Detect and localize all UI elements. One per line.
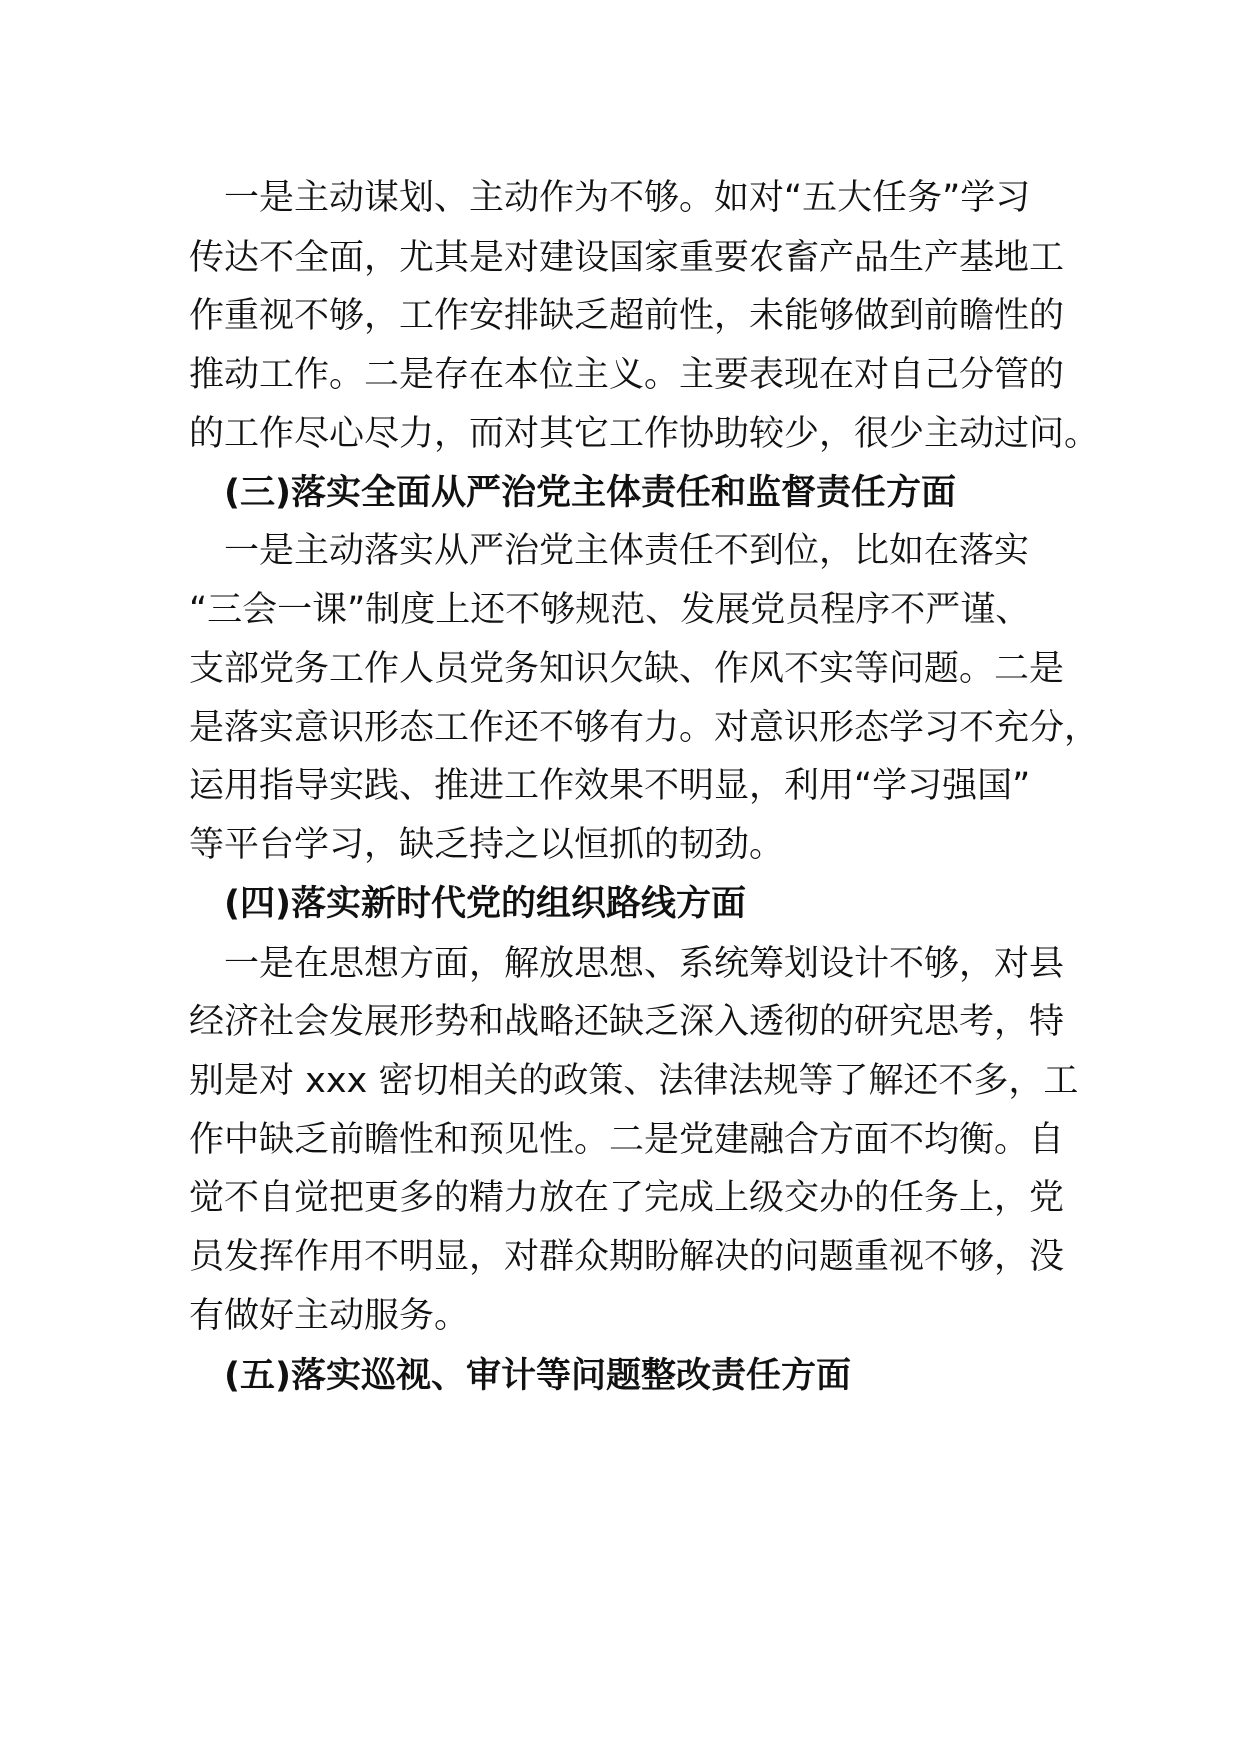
section-heading-4: (四)落实新时代党的组织路线方面 bbox=[189, 884, 746, 924]
paragraph-line: 作中缺乏前瞻性和预见性。二是党建融合方面不均衡。自 bbox=[189, 1120, 1065, 1160]
paragraph-line: 传达不全面，尤其是对建设国家重要农畜产品生产基地工 bbox=[189, 238, 1065, 278]
paragraph-line: 的工作尽心尽力，而对其它工作协助较少，很少主动过问。 bbox=[189, 414, 1100, 454]
paragraph-line: 作重视不够，工作安排缺乏超前性，未能够做到前瞻性的 bbox=[189, 296, 1065, 336]
paragraph-line: 运用指导实践、推进工作效果不明显，利用“学习强国” bbox=[189, 766, 1031, 806]
paragraph-line: 别是对 xxx 密切相关的政策、法律法规等了解还不多，工 bbox=[189, 1061, 1079, 1101]
section-heading-5: (五)落实巡视、审计等问题整改责任方面 bbox=[189, 1356, 851, 1396]
paragraph-line: 一是主动落实从严治党主体责任不到位，比如在落实 bbox=[189, 531, 1030, 571]
paragraph-line: “三会一课”制度上还不够规范、发展党员程序不严谨、 bbox=[189, 590, 1031, 630]
paragraph-line: 等平台学习，缺乏持之以恒抓的韧劲。 bbox=[189, 825, 785, 865]
paragraph-line: 员发挥作用不明显，对群众期盼解决的问题重视不够，没 bbox=[189, 1237, 1065, 1277]
paragraph-line: 觉不自觉把更多的精力放在了完成上级交办的任务上，党 bbox=[189, 1178, 1065, 1218]
paragraph-line: 一是主动谋划、主动作为不够。如对“五大任务”学习 bbox=[189, 178, 1031, 218]
paragraph-line: 支部党务工作人员党务知识欠缺、作风不实等问题。二是 bbox=[189, 649, 1065, 689]
paragraph-line: 一是在思想方面，解放思想、系统筹划设计不够，对县 bbox=[189, 944, 1065, 984]
paragraph-line: 是落实意识形态工作还不够有力。对意识形态学习不充分， bbox=[189, 708, 1100, 748]
paragraph-line: 有做好主动服务。 bbox=[189, 1296, 470, 1336]
paragraph-line: 推动工作。二是存在本位主义。主要表现在对自己分管的 bbox=[189, 355, 1065, 395]
paragraph-line: 经济社会发展形势和战略还缺乏深入透彻的研究思考，特 bbox=[189, 1002, 1065, 1042]
section-heading-3: (三)落实全面从严治党主体责任和监督责任方面 bbox=[189, 473, 956, 513]
